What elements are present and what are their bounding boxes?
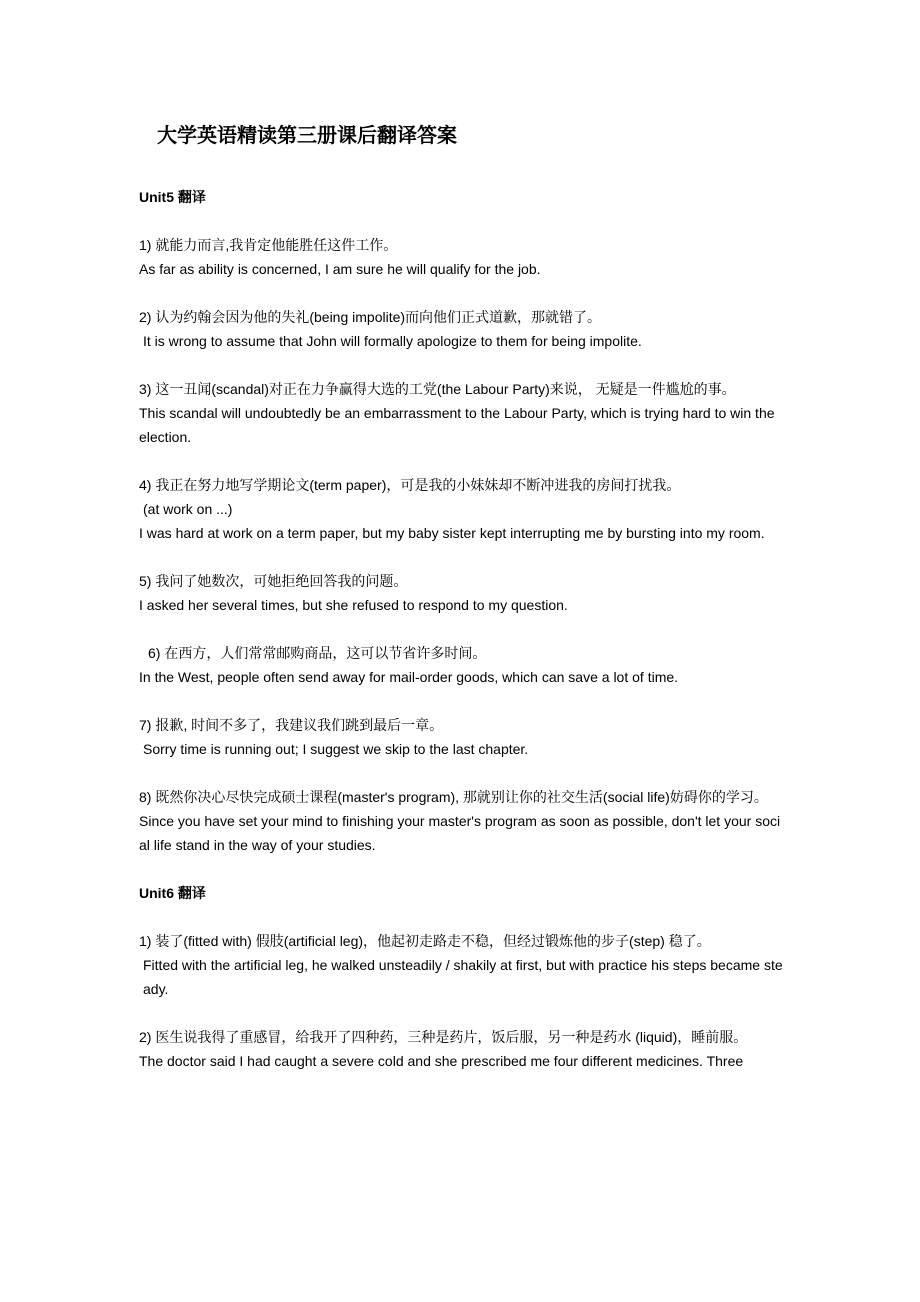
chinese-sentence: 7) 报歉, 时间不多了，我建议我们跳到最后一章。 [139,717,444,733]
unit5-item-5 [139,569,784,617]
chinese-sentence: 1) 装了(fitted with) 假肢(artificial leg)，他起初走路走不稳，但经过锻炼他的步子(step) 稳了。 [139,933,711,949]
chinese-sentence: 5) 我问了她数次，可她拒绝回答我的问题。 [139,573,408,589]
chinese-sentence: 2) 医生说我得了重感冒，给我开了四种药，三种是药片，饭后服，另一种是药水 (liquid)，睡前服。 [139,1029,748,1045]
unit5-item-3 [139,377,784,449]
unit6-item-2 [139,1025,784,1073]
unit5-item-4 [139,473,784,545]
unit5-item-1 [139,233,784,281]
chinese-sentence: 6) 在西方，人们常常邮购商品，这可以节省许多时间。 [148,645,487,661]
english-translation: It is wrong to assume that John will formally apologize to them for being impolite. [143,333,642,349]
chinese-sentence: 3) 这一丑闻(scandal)对正在力争赢得大选的工党(the Labour Party)来说， 无疑是一件尴尬的事。 [139,381,736,397]
usage-hint: (at work on ...) [143,501,233,517]
chinese-sentence: 8) 既然你决心尽快完成硕士课程(master's program), 那就别让你的社交生活(social life)妨碍你的学习。 [139,789,768,805]
unit6-heading: Unit6 翻译 [139,885,206,901]
english-translation: Fitted with the artificial leg, he walked unsteadily / shakily at first, but with practice his steps became steady. [143,957,783,997]
chinese-sentence: 1) 就能力而言,我肯定他能胜任这件工作。 [139,237,398,253]
unit5-item-6 [139,641,784,689]
english-translation: Since you have set your mind to finishing your master's program as soon as possible, don't let your social life stand in the way of your studies. [139,813,781,853]
english-translation: This scandal will undoubtedly be an embarrassment to the Labour Party, which is trying hard to win the election. [139,405,775,445]
english-translation: I asked her several times, but she refused to respond to my question. [139,597,568,613]
document-title: 大学英语精读第三册课后翻译答案 [157,125,457,147]
english-translation: The doctor said I had caught a severe cold and she prescribed me four different medicines. Three [139,1053,744,1069]
english-translation: Sorry time is running out; I suggest we skip to the last chapter. [143,741,529,757]
chinese-sentence: 2) 认为约翰会因为他的失礼(being impolite)而向他们正式道歉，那就错了。 [139,309,602,325]
document-body [139,185,784,1097]
english-translation: In the West, people often send away for mail-order goods, which can save a lot of time. [139,669,679,685]
unit5-heading: Unit5 翻译 [139,189,206,205]
english-translation: As far as ability is concerned, I am sure he will qualify for the job. [139,261,541,277]
english-translation: I was hard at work on a term paper, but my baby sister kept interrupting me by bursting into my room. [139,525,765,541]
unit6-item-1 [139,929,784,1001]
unit5-item-8 [139,785,784,857]
chinese-sentence: 4) 我正在努力地写学期论文(term paper)，可是我的小妹妹却不断冲进我的房间打扰我。 [139,477,681,493]
unit5-item-7 [139,713,784,761]
unit5-item-2 [139,305,784,353]
